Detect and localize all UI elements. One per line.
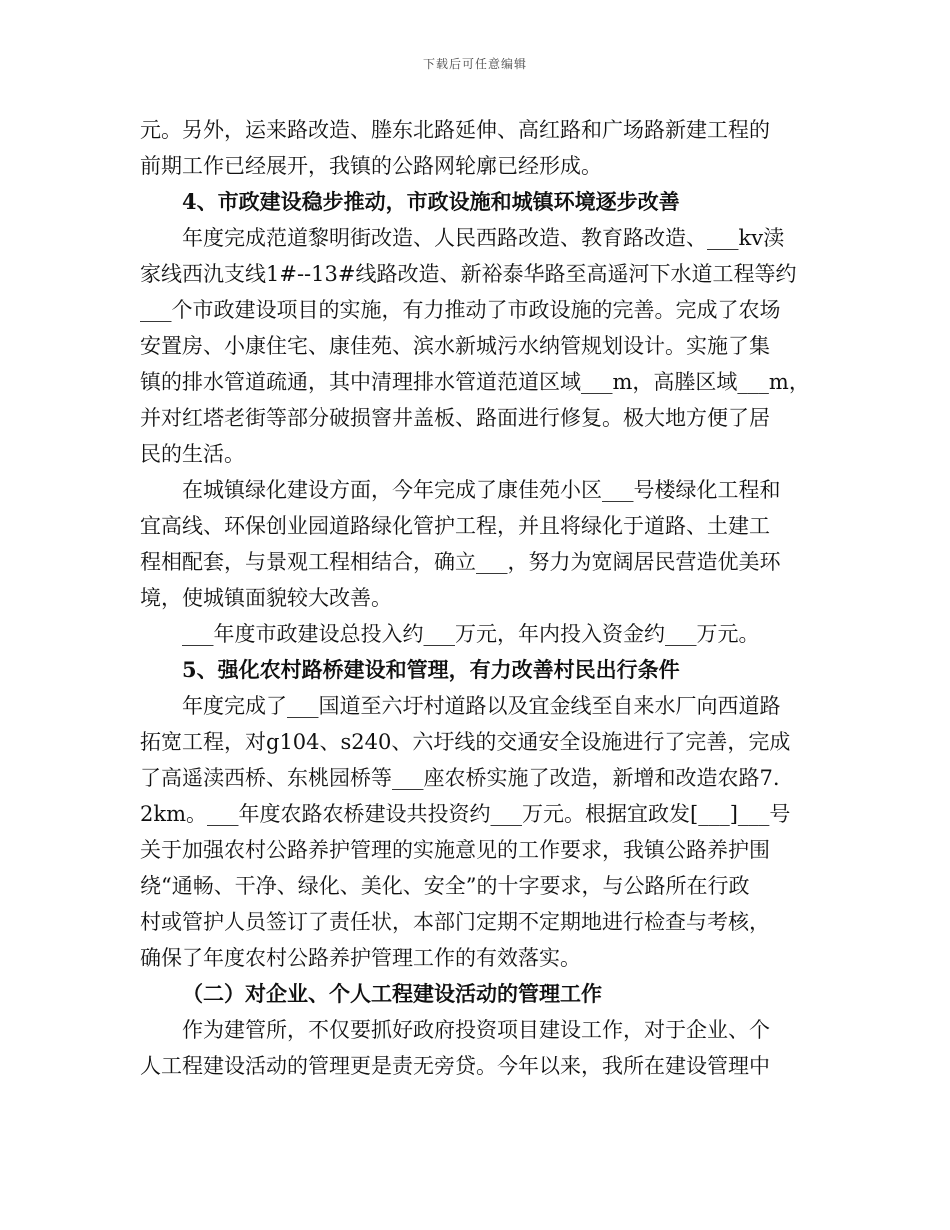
paragraph-line: 年度完成了___国道至六圩村道路以及宜金线至自来水厂向西道路 xyxy=(182,694,781,718)
paragraph-line: 确保了年度农村公路养护管理工作的有效落实。 xyxy=(140,946,581,970)
paragraph-line: 了高遥渎西桥、东桃园桥等___座农桥实施了改造，新增和改造农路7. xyxy=(140,766,780,790)
paragraph-line: 镇的排水管道疏通，其中清理排水管道范道区域___m，高塍区域___m， xyxy=(140,370,810,394)
paragraph-line: 家线西氿支线1#--13#线路改造、新裕泰华路至高遥河下水道工程等约 xyxy=(140,262,797,286)
paragraph-line: ___个市政建设项目的实施，有力推动了市政设施的完善。完成了农场 xyxy=(140,298,781,322)
paragraph-line: 程相配套，与景观工程相结合，确立___，努力为宽阔居民营造优美环 xyxy=(140,550,781,574)
document-body xyxy=(140,112,820,1084)
paragraph-line: 拓宽工程，对g104、s240、六圩线的交通安全设施进行了完善，完成 xyxy=(140,730,791,754)
paragraph-line: 宜高线、环保创业园道路绿化管护工程，并且将绿化于道路、土建工 xyxy=(140,514,770,538)
paragraph-line: 安置房、小康住宅、康佳苑、滨水新城污水纳管规划设计。实施了集 xyxy=(140,334,770,358)
paragraph-line: 绕“通畅、干净、绿化、美化、安全”的十字要求，与公路所在行政 xyxy=(140,874,750,898)
page-header: 下载后可任意编辑 xyxy=(422,57,527,71)
paragraph-line: 在城镇绿化建设方面，今年完成了康佳苑小区___号楼绿化工程和 xyxy=(182,478,781,502)
paragraph-line: 作为建管所，不仅要抓好政府投资项目建设工作，对于企业、个 xyxy=(182,1018,770,1042)
section-heading: 5、强化农村路桥建设和管理，有力改善村民出行条件 xyxy=(182,657,680,682)
paragraph-line: 前期工作已经展开，我镇的公路网轮廓已经形成。 xyxy=(140,154,602,178)
paragraph-line: 民的生活。 xyxy=(140,442,245,466)
section-heading: 4、市政建设稳步推动，市政设施和城镇环境逐步改善 xyxy=(182,189,680,214)
paragraph-line: 村或管护人员签订了责任状，本部门定期不定期地进行检查与考核， xyxy=(140,910,770,934)
paragraph-line: 元。另外，运来路改造、塍东北路延伸、高红路和广场路新建工程的 xyxy=(140,118,770,142)
paragraph-line: 年度完成范道黎明街改造、人民西路改造、教育路改造、___kv渎 xyxy=(182,226,785,250)
paragraph-line: 人工程建设活动的管理更是责无旁贷。今年以来，我所在建设管理中 xyxy=(140,1054,770,1078)
paragraph-line: 境，使城镇面貌较大改善。 xyxy=(140,586,392,610)
paragraph-line: 关于加强农村公路养护管理的实施意见的工作要求，我镇公路养护围 xyxy=(140,838,770,862)
paragraph-line: 2km。___年度农路农桥建设共投资约___万元。根据宜政发[___]___号 xyxy=(140,802,791,826)
paragraph-line: 并对红塔老街等部分破损窨井盖板、路面进行修复。极大地方便了居 xyxy=(140,406,770,430)
paragraph-line: ___年度市政建设总投入约___万元，年内投入资金约___万元。 xyxy=(182,622,760,646)
section-heading: （二）对企业、个人工程建设活动的管理工作 xyxy=(182,981,602,1006)
